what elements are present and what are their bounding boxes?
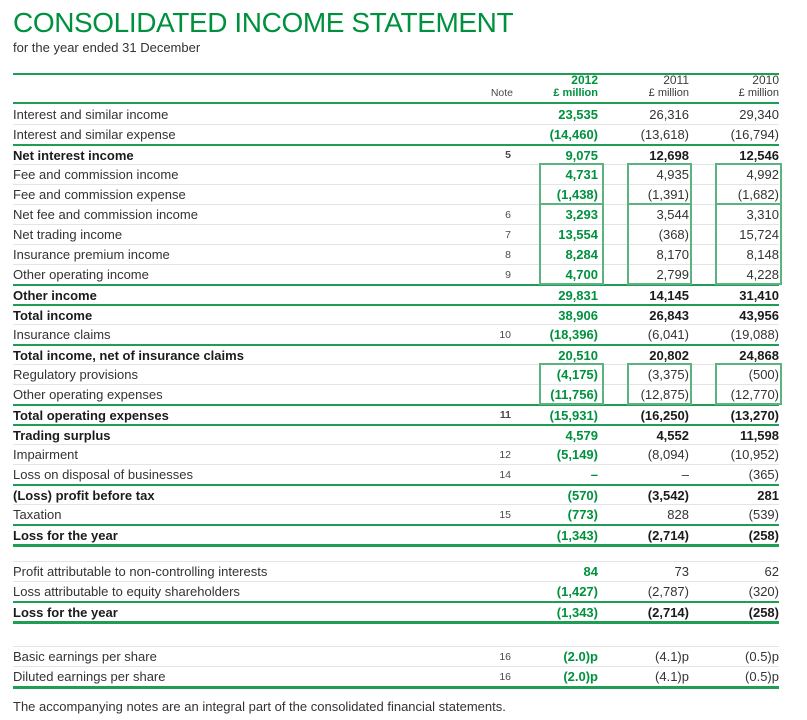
row-label: Net trading income bbox=[13, 227, 123, 242]
value-2011: (13,618) bbox=[640, 127, 689, 142]
value-2010: (258) bbox=[748, 527, 779, 543]
value-2010: 4,992 bbox=[746, 167, 779, 182]
value-2012: (11,756) bbox=[550, 387, 598, 402]
row-label: Trading surplus bbox=[13, 427, 111, 443]
value-2010: (13,270) bbox=[730, 407, 779, 423]
value-2010: (16,794) bbox=[730, 127, 779, 142]
value-2010: 8,148 bbox=[746, 247, 779, 262]
value-2011: (4.1)p bbox=[655, 649, 689, 664]
value-2012: 4,700 bbox=[565, 267, 598, 282]
value-2012: (2.0)p bbox=[563, 649, 598, 664]
value-2012: (5,149) bbox=[556, 447, 598, 462]
table-row bbox=[13, 524, 779, 547]
table-row bbox=[13, 444, 779, 464]
header-col-2011 bbox=[598, 74, 689, 100]
page-title: CONSOLIDATED INCOME STATEMENT bbox=[13, 7, 514, 38]
value-2011: 8,170 bbox=[656, 247, 689, 262]
row-note: 16 bbox=[499, 670, 511, 683]
row-note: 11 bbox=[499, 409, 511, 421]
value-2010: (19,088) bbox=[730, 327, 779, 342]
value-2012: (1,343) bbox=[556, 604, 598, 620]
value-2012: (1,343) bbox=[556, 527, 598, 543]
table-row bbox=[13, 464, 779, 484]
row-label: Insurance premium income bbox=[13, 247, 170, 262]
value-2011: 4,552 bbox=[656, 427, 689, 443]
table-row bbox=[13, 164, 779, 184]
row-label: Net interest income bbox=[13, 147, 134, 163]
table-row bbox=[13, 666, 779, 689]
value-2011: 26,316 bbox=[649, 106, 689, 122]
header-col-2010 bbox=[689, 74, 779, 100]
value-2012: 13,554 bbox=[558, 227, 598, 242]
value-2012: 29,831 bbox=[558, 287, 598, 303]
row-label: Interest and similar expense bbox=[13, 127, 176, 142]
header-col-2012 bbox=[513, 74, 598, 100]
value-2011: (8,094) bbox=[647, 447, 689, 462]
row-label: Total income bbox=[13, 307, 93, 323]
value-2010: (1,682) bbox=[737, 187, 779, 202]
value-2012: 8,284 bbox=[565, 247, 598, 262]
value-2010: (0.5)p bbox=[745, 649, 779, 664]
row-note: 12 bbox=[499, 448, 511, 461]
value-2010: (539) bbox=[748, 507, 779, 522]
value-2011: (6,041) bbox=[647, 327, 689, 342]
table-row bbox=[13, 124, 779, 144]
value-2012: (773) bbox=[567, 507, 598, 522]
value-2010: 15,724 bbox=[739, 227, 779, 242]
footnote: The accompanying notes are an integral part of the consolidated financial statements. bbox=[13, 699, 506, 714]
table-row bbox=[13, 224, 779, 244]
value-2011: (12,875) bbox=[640, 387, 689, 402]
row-label: Taxation bbox=[13, 507, 62, 522]
row-label: Other income bbox=[13, 287, 97, 303]
value-2011: (3,542) bbox=[647, 487, 689, 503]
value-2012: 84 bbox=[583, 564, 598, 579]
value-2010: 31,410 bbox=[739, 287, 779, 303]
value-2012: 4,731 bbox=[565, 167, 598, 182]
header-year-2012: 2012 bbox=[571, 73, 598, 87]
row-label: Regulatory provisions bbox=[13, 367, 139, 382]
row-label: Profit attributable to non-controlling interests bbox=[13, 564, 268, 579]
value-2010: (10,952) bbox=[730, 447, 779, 462]
value-2011: 14,145 bbox=[649, 287, 689, 303]
value-2012: (1,427) bbox=[556, 584, 598, 599]
row-label: Other operating expenses bbox=[13, 387, 163, 402]
income-statement-table bbox=[13, 73, 779, 689]
row-note: 6 bbox=[505, 208, 511, 221]
value-2010: 12,546 bbox=[739, 147, 779, 163]
table-row bbox=[13, 344, 779, 364]
row-label: Interest and similar income bbox=[13, 106, 169, 122]
value-2010: (500) bbox=[748, 367, 779, 382]
row-label: Loss attributable to equity shareholders bbox=[13, 584, 240, 599]
value-2011: 73 bbox=[674, 564, 689, 579]
row-label: Total operating expenses bbox=[13, 407, 169, 423]
header-unit-2012: £ million bbox=[553, 87, 598, 99]
value-2011: 12,698 bbox=[649, 147, 689, 163]
row-note: 14 bbox=[499, 468, 511, 481]
value-2010: 3,310 bbox=[746, 207, 779, 222]
header-note: Note bbox=[490, 87, 513, 99]
value-2010: 24,868 bbox=[739, 347, 779, 363]
table-row bbox=[13, 144, 779, 164]
value-2012: (14,460) bbox=[549, 127, 598, 142]
value-2011: – bbox=[681, 467, 689, 482]
row-label: Total income, net of insurance claims bbox=[13, 347, 244, 363]
value-2012: – bbox=[590, 467, 598, 482]
header-unit-2011: £ million bbox=[648, 87, 689, 99]
row-label: Fee and commission expense bbox=[13, 187, 186, 202]
value-2011: (3,375) bbox=[647, 367, 689, 382]
table-header-row bbox=[13, 73, 779, 104]
row-note: 5 bbox=[505, 149, 511, 161]
value-2010: 62 bbox=[764, 564, 779, 579]
table-row bbox=[13, 581, 779, 601]
row-note: 9 bbox=[505, 268, 511, 281]
table-row bbox=[13, 204, 779, 224]
row-label: (Loss) profit before tax bbox=[13, 487, 155, 503]
value-2011: 828 bbox=[667, 507, 689, 522]
header-year-2010: 2010 bbox=[752, 73, 779, 87]
row-label: Loss on disposal of businesses bbox=[13, 467, 193, 482]
value-2012: 4,579 bbox=[565, 427, 598, 443]
value-2010: (0.5)p bbox=[745, 669, 779, 684]
value-2011: (4.1)p bbox=[655, 669, 689, 684]
table-row bbox=[13, 424, 779, 444]
value-2010: 4,228 bbox=[746, 267, 779, 282]
value-2011: (2,714) bbox=[647, 604, 689, 620]
value-2012: (1,438) bbox=[556, 187, 598, 202]
row-label: Diluted earnings per share bbox=[13, 669, 166, 684]
row-note: 10 bbox=[499, 328, 511, 341]
table-row bbox=[13, 304, 779, 324]
table-row bbox=[13, 104, 779, 124]
row-label: Basic earnings per share bbox=[13, 649, 157, 664]
row-label: Fee and commission income bbox=[13, 167, 179, 182]
row-label: Other operating income bbox=[13, 267, 149, 282]
value-2011: 4,935 bbox=[656, 167, 689, 182]
row-note: 7 bbox=[505, 228, 511, 241]
value-2012: 23,535 bbox=[558, 106, 598, 122]
value-2010: (12,770) bbox=[730, 387, 779, 402]
value-2011: (2,714) bbox=[647, 527, 689, 543]
table-row bbox=[13, 284, 779, 304]
value-2011: 2,799 bbox=[656, 267, 689, 282]
row-label: Insurance claims bbox=[13, 327, 111, 342]
value-2012: (15,931) bbox=[549, 407, 598, 423]
value-2011: 20,802 bbox=[649, 347, 689, 363]
row-note: 15 bbox=[499, 508, 511, 521]
table-row bbox=[13, 561, 779, 581]
table-row bbox=[13, 264, 779, 284]
value-2011: (16,250) bbox=[640, 407, 689, 423]
value-2010: (365) bbox=[748, 467, 779, 482]
page-subtitle: for the year ended 31 December bbox=[13, 40, 201, 55]
table-body bbox=[13, 104, 779, 689]
value-2012: (570) bbox=[567, 487, 598, 503]
table-row bbox=[13, 364, 779, 384]
value-2011: (1,391) bbox=[647, 187, 689, 202]
table-row bbox=[13, 504, 779, 524]
value-2011: 3,544 bbox=[656, 207, 689, 222]
value-2012: 38,906 bbox=[558, 307, 598, 323]
table-row bbox=[13, 601, 779, 624]
value-2010: 11,598 bbox=[739, 427, 779, 443]
value-2012: 3,293 bbox=[565, 207, 598, 222]
row-label: Loss for the year bbox=[13, 527, 118, 543]
table-row bbox=[13, 646, 779, 666]
value-2012: (4,175) bbox=[556, 367, 598, 382]
value-2010: 281 bbox=[757, 487, 779, 503]
value-2012: 9,075 bbox=[565, 147, 598, 163]
row-note: 16 bbox=[499, 650, 511, 663]
table-row bbox=[13, 244, 779, 264]
row-label: Loss for the year bbox=[13, 604, 118, 620]
value-2012: (18,396) bbox=[549, 327, 598, 342]
header-unit-2010: £ million bbox=[738, 87, 779, 99]
row-label: Impairment bbox=[13, 447, 79, 462]
table-row bbox=[13, 184, 779, 204]
row-label: Net fee and commission income bbox=[13, 207, 198, 222]
value-2010: 29,340 bbox=[739, 106, 779, 122]
table-row bbox=[13, 324, 779, 344]
value-2012: 20,510 bbox=[558, 347, 598, 363]
value-2011: (2,787) bbox=[647, 584, 689, 599]
value-2011: (368) bbox=[658, 227, 689, 242]
table-row bbox=[13, 484, 779, 504]
row-note: 8 bbox=[505, 248, 511, 261]
table-row bbox=[13, 404, 779, 424]
value-2012: (2.0)p bbox=[563, 669, 598, 684]
table-row bbox=[13, 384, 779, 404]
value-2010: (320) bbox=[748, 584, 779, 599]
value-2011: 26,843 bbox=[649, 307, 689, 323]
header-year-2011: 2011 bbox=[663, 73, 689, 87]
value-2010: (258) bbox=[748, 604, 779, 620]
value-2010: 43,956 bbox=[739, 307, 779, 323]
